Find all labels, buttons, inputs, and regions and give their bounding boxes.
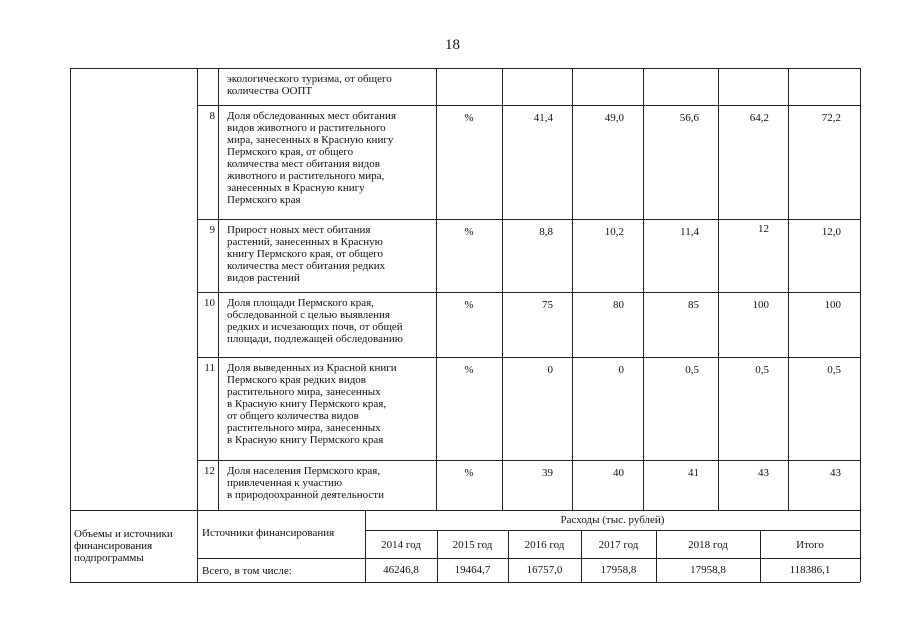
indicator-text: в природоохранной деятельности bbox=[227, 489, 384, 501]
total-cell: 16757,0 bbox=[526, 564, 563, 576]
indicator-text: количества мест обитания видов bbox=[227, 158, 380, 170]
grid-vline bbox=[572, 68, 573, 510]
value-cell: 0,5 bbox=[827, 364, 841, 376]
value-cell: 41 bbox=[688, 467, 699, 479]
indicator-text: редких и исчезающих почв, от общей bbox=[227, 321, 403, 333]
total-cell: 17958,8 bbox=[600, 564, 637, 576]
grid-vline bbox=[436, 68, 437, 510]
year-header: 2014 год bbox=[381, 539, 421, 551]
indicator-text: количества мест обитания редких bbox=[227, 260, 386, 272]
grid-vline bbox=[718, 68, 719, 510]
year-header: Итого bbox=[796, 539, 824, 551]
grid-vline bbox=[197, 510, 198, 582]
indicator-text: Доля населения Пермского края, bbox=[227, 465, 381, 477]
row-number: 11 bbox=[204, 362, 215, 374]
finance-label: подпрограммы bbox=[74, 552, 144, 564]
indicator-text: книгу Пермского края, от общего bbox=[227, 248, 384, 260]
indicator-text: растительного мира, занесенных bbox=[227, 386, 381, 398]
finance-label: Объемы и источники bbox=[74, 528, 173, 540]
indicator-text: от общего количества видов bbox=[227, 410, 359, 422]
value-cell: 40 bbox=[613, 467, 624, 479]
value-cell: 12,0 bbox=[821, 226, 841, 238]
grid-vline bbox=[643, 68, 644, 510]
grid-hline bbox=[197, 219, 860, 220]
row-number: 12 bbox=[204, 465, 215, 477]
grid-vline bbox=[218, 68, 219, 510]
indicator-text: видов животного и растительного bbox=[227, 122, 386, 134]
indicator-text: видов растений bbox=[227, 272, 300, 284]
indicator-text: мира, занесенных в Красную книгу bbox=[227, 134, 394, 146]
grid-hline bbox=[197, 105, 860, 106]
indicator-text: растительного мира, занесенных bbox=[227, 422, 381, 434]
indicator-text: Доля обследованных мест обитания bbox=[227, 110, 397, 122]
indicator-text: Доля площади Пермского края, bbox=[227, 297, 374, 309]
year-header: 2016 год bbox=[524, 539, 565, 551]
indicator-text: Пермского края, от общего bbox=[227, 146, 354, 158]
row-number: 8 bbox=[209, 110, 215, 122]
grid-hline bbox=[197, 357, 860, 358]
value-cell: 0,5 bbox=[685, 364, 699, 376]
value-cell: 43 bbox=[758, 467, 769, 479]
sources-header: Источники финансирования bbox=[202, 527, 335, 539]
value-cell: 64,2 bbox=[749, 112, 769, 124]
grid-hline bbox=[365, 530, 860, 531]
expenses-header: Расходы (тыс. рублей) bbox=[560, 514, 665, 526]
value-cell: 0,5 bbox=[755, 364, 769, 376]
grid-vline bbox=[70, 510, 71, 582]
indicator-text: Пермского края редких видов bbox=[227, 374, 366, 386]
grid-vline bbox=[860, 68, 861, 510]
year-header: 2017 год bbox=[598, 539, 639, 551]
indicator-text: занесенных в Красную книгу bbox=[227, 182, 365, 194]
value-cell: 8,8 bbox=[539, 226, 553, 238]
grid-hline bbox=[197, 460, 860, 461]
page-number: 18 bbox=[445, 37, 460, 53]
value-cell: 85 bbox=[688, 299, 699, 311]
value-cell: 10,2 bbox=[604, 226, 624, 238]
value-cell: 72,2 bbox=[821, 112, 841, 124]
value-cell: 75 bbox=[542, 299, 553, 311]
value-cell: 41,4 bbox=[533, 112, 553, 124]
value-cell: 100 bbox=[824, 299, 841, 311]
indicator-text: Доля выведенных из Красной книги bbox=[227, 362, 397, 374]
indicator-text: в Красную книгу Пермского края, bbox=[227, 398, 387, 410]
indicator-text: количества ООПТ bbox=[227, 85, 313, 97]
value-cell: 39 bbox=[542, 467, 553, 479]
year-header: 2015 год bbox=[452, 539, 493, 551]
finance-label: финансирования bbox=[74, 540, 153, 552]
grid-vline bbox=[502, 68, 503, 510]
indicator-text: площади, подлежащей обследованию bbox=[227, 333, 403, 345]
indicator-text: обследованной с целью выявления bbox=[227, 309, 390, 321]
total-cell: 17958,8 bbox=[690, 564, 726, 576]
unit-cell: % bbox=[464, 364, 474, 376]
grid-hline bbox=[197, 292, 860, 293]
value-cell: 11,4 bbox=[680, 226, 699, 238]
unit-cell: % bbox=[464, 112, 474, 124]
indicator-text: в Красную книгу Пермского края bbox=[227, 434, 384, 446]
grid-hline bbox=[70, 510, 860, 511]
row-number: 9 bbox=[209, 224, 215, 236]
value-cell: 56,6 bbox=[679, 112, 699, 124]
total-label: Всего, в том числе: bbox=[202, 565, 292, 577]
indicator-text: экологического туризма, от общего bbox=[227, 73, 392, 85]
indicator-text: привлеченная к участию bbox=[227, 477, 343, 489]
unit-cell: % bbox=[464, 299, 474, 311]
value-cell: 12 bbox=[758, 223, 769, 235]
total-cell: 46246,8 bbox=[383, 564, 419, 576]
indicator-text: животного и растительного мира, bbox=[227, 170, 385, 182]
value-cell: 0 bbox=[618, 364, 624, 376]
total-cell: 19464,7 bbox=[454, 564, 491, 576]
indicator-text: Пермского края bbox=[227, 194, 301, 206]
year-header: 2018 год bbox=[688, 539, 728, 551]
grid-hline bbox=[70, 582, 860, 583]
grid-hline bbox=[70, 68, 860, 69]
grid-vline bbox=[197, 68, 198, 510]
row-number: 10 bbox=[204, 297, 215, 309]
value-cell: 0 bbox=[547, 364, 553, 376]
grid-vline bbox=[788, 68, 789, 510]
value-cell: 100 bbox=[752, 299, 769, 311]
value-cell: 43 bbox=[830, 467, 841, 479]
grid-vline bbox=[70, 68, 71, 510]
grid-vline bbox=[860, 510, 861, 582]
unit-cell: % bbox=[464, 467, 474, 479]
indicator-text: растений, занесенных в Красную bbox=[227, 236, 383, 248]
unit-cell: % bbox=[464, 226, 474, 238]
value-cell: 49,0 bbox=[604, 112, 624, 124]
value-cell: 80 bbox=[613, 299, 624, 311]
total-cell: 118386,1 bbox=[789, 564, 831, 576]
indicator-text: Прирост новых мест обитания bbox=[227, 224, 371, 236]
